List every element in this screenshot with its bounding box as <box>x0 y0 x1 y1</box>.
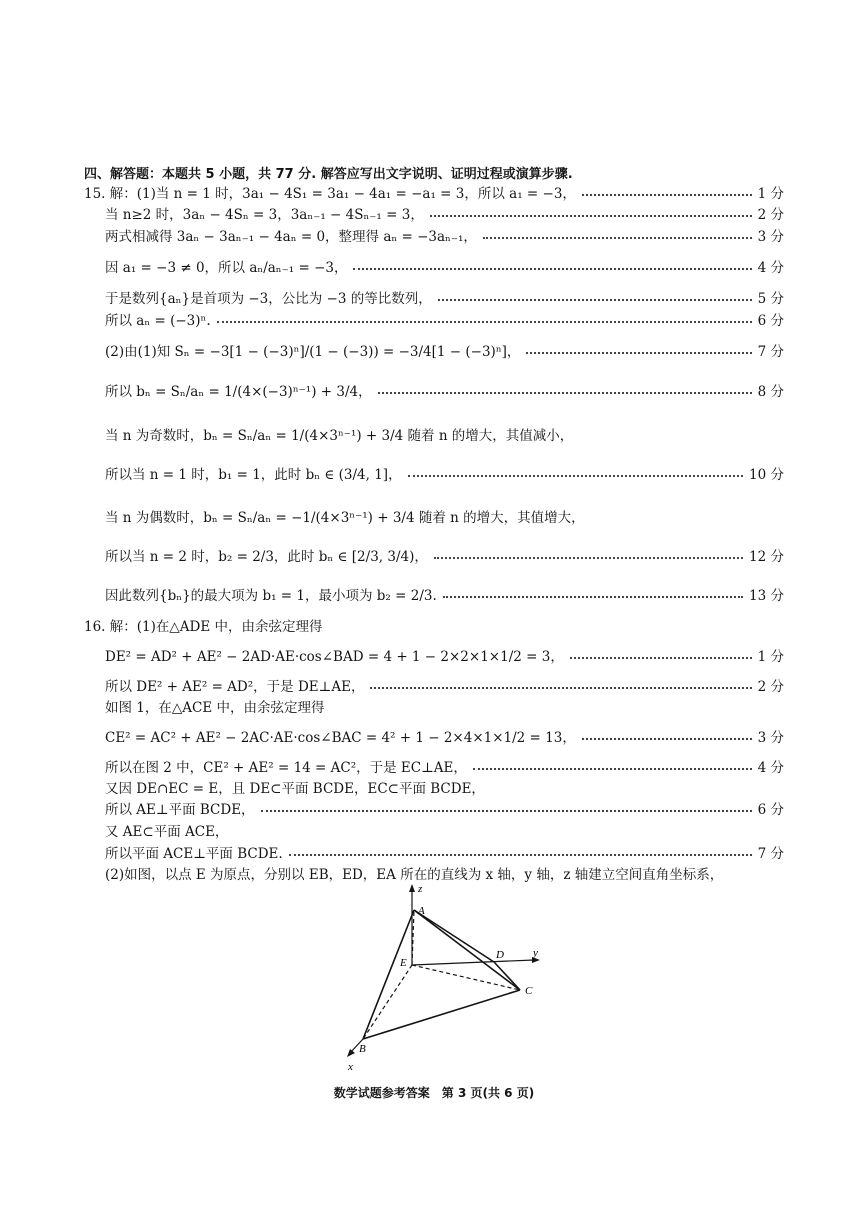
score-label: 10 分 <box>749 467 784 483</box>
dot-leader <box>378 392 752 394</box>
dot-leader <box>434 557 743 559</box>
edge-BC <box>363 990 520 1039</box>
score-label: 1 分 <box>757 649 784 665</box>
line-text: 所以 DE² + AE² = AD²，于是 DE⊥AE， <box>105 679 365 695</box>
line-text: 又因 DE∩EC = E，且 DE⊂平面 BCDE，EC⊂平面 BCDE， <box>105 781 485 797</box>
answer-line <box>105 821 784 839</box>
score-label: 7 分 <box>757 846 784 862</box>
line-text: 当 n 为奇数时，bₙ = Sₙ/aₙ = 1/(4×3ⁿ⁻¹) + 3/4 随着 n 的增大，其值减小， <box>105 428 574 444</box>
label-B: B <box>359 1043 366 1055</box>
dot-leader <box>289 854 752 856</box>
score-label: 7 分 <box>757 344 784 360</box>
dot-leader <box>408 475 743 477</box>
dot-leader <box>370 687 751 689</box>
label-E: E <box>400 957 407 969</box>
answer-line <box>105 257 784 275</box>
dot-leader <box>483 237 752 239</box>
dot-leader <box>443 596 743 598</box>
answer-line <box>105 676 784 694</box>
dot-leader <box>473 768 752 770</box>
answer-line <box>105 507 784 525</box>
edge-AD <box>414 910 494 962</box>
answer-line <box>105 425 784 443</box>
dot-leader <box>526 352 751 354</box>
answer-line <box>105 204 784 222</box>
dot-leader <box>582 194 752 196</box>
line-text: CE² = AC² + AE² − 2AC·AE·cos∠BAC = 4² + 1 − 2×4×1×1/2 = 13， <box>105 730 576 746</box>
line-text: 两式相减得 3aₙ − 3aₙ₋₁ − 4aₙ = 0，整理得 aₙ = −3aₙ₋₁， <box>105 229 477 245</box>
answer-line <box>84 616 784 634</box>
line-text: 16. 解：(1)在△ADE 中，由余弦定理得 <box>84 619 323 635</box>
line-text: 所以在图 2 中，CE² + AE² = 14 = AC²，于是 EC⊥AE， <box>105 760 467 776</box>
answer-line <box>105 727 784 745</box>
score-label: 2 分 <box>757 679 784 695</box>
score-label: 4 分 <box>757 760 784 776</box>
edge-DC <box>494 962 520 990</box>
dot-leader <box>217 321 752 323</box>
score-label: 3 分 <box>757 730 784 746</box>
line-text: 于是数列{aₙ}是首项为 −3，公比为 −3 的等比数列， <box>105 291 432 307</box>
label-D: D <box>496 949 504 961</box>
answer-line <box>105 546 784 564</box>
score-label: 8 分 <box>757 384 784 400</box>
dot-leader <box>570 657 752 659</box>
answer-line <box>105 288 784 306</box>
score-label: 12 分 <box>749 549 784 565</box>
score-label: 6 分 <box>757 802 784 818</box>
answer-line <box>105 310 784 328</box>
y-axis <box>412 960 534 965</box>
dot-leader <box>438 299 752 301</box>
score-label: 2 分 <box>757 207 784 223</box>
answer-line <box>105 585 784 603</box>
line-text: 因 a₁ = −3 ≠ 0，所以 aₙ/aₙ₋₁ = −3， <box>105 260 348 276</box>
edge-AB <box>363 910 414 1039</box>
line-text: 所以当 n = 1 时，b₁ = 1，此时 bₙ ∈ (3/4, 1]， <box>105 467 402 483</box>
answer-line <box>105 646 784 664</box>
score-label: 4 分 <box>757 260 784 276</box>
line-text: 当 n 为偶数时，bₙ = Sₙ/aₙ = −1/(4×3ⁿ⁻¹) + 3/4 随着 n 的增大，其值增大， <box>105 510 585 526</box>
label-y: y <box>533 947 538 959</box>
score-label: 6 分 <box>757 313 784 329</box>
line-text: 如图 1，在△ACE 中，由余弦定理得 <box>105 700 325 716</box>
answer-line <box>105 341 784 359</box>
section-heading-text: 四、解答题：本题共 5 小题，共 77 分. 解答应写出文字说明、证明过程或演算步骤. <box>84 166 573 182</box>
label-x: x <box>348 1061 353 1073</box>
score-label: 5 分 <box>757 291 784 307</box>
answer-line <box>105 226 784 244</box>
answer-line <box>105 778 784 796</box>
score-label: 1 分 <box>757 186 784 202</box>
z-axis-arrow <box>409 884 415 892</box>
answer-line <box>105 697 784 715</box>
score-label: 3 分 <box>757 229 784 245</box>
line-text: 因此数列{bₙ}的最大项为 b₁ = 1，最小项为 b₂ = 2/3. <box>105 588 437 604</box>
dot-leader <box>582 738 752 740</box>
label-C: C <box>525 985 533 997</box>
line-text: (2)如图，以点 E 为原点，分别以 EB，ED，EA 所在的直线为 x 轴，y 轴，z 轴建立空间直角坐标系， <box>105 867 724 883</box>
line-text: 又 AE⊂平面 ACE， <box>105 824 229 840</box>
answer-line <box>105 381 784 399</box>
dot-leader <box>430 215 752 217</box>
x-axis-arrow <box>347 1049 355 1057</box>
line-text: DE² = AD² + AE² − 2AD·AE·cos∠BAD = 4 + 1 − 2×2×1×1/2 = 3， <box>105 649 564 665</box>
coordinate-figure <box>330 880 560 1075</box>
dot-leader <box>353 268 751 270</box>
answer-line <box>105 464 784 482</box>
dot-leader <box>261 810 752 812</box>
answer-line <box>105 757 784 775</box>
line-text: 所以 AE⊥平面 BCDE， <box>105 802 255 818</box>
page-footer: 数学试题参考答案 第 3 页(共 6 页) <box>333 1086 535 1100</box>
line-text: (2)由(1)知 Sₙ = −3[1 − (−3)ⁿ]/(1 − (−3)) = −3/4[1 − (−3)ⁿ]， <box>105 344 521 360</box>
line-text: 所以 aₙ = (−3)ⁿ. <box>105 313 211 329</box>
line-text: 当 n≥2 时，3aₙ − 4Sₙ = 3，3aₙ₋₁ − 4Sₙ₋₁ = 3， <box>105 207 424 223</box>
score-label: 13 分 <box>749 588 784 604</box>
line-text: 所以平面 ACE⊥平面 BCDE. <box>105 846 283 862</box>
label-z: z <box>418 883 423 895</box>
label-A: A <box>418 905 425 917</box>
line-text: 15. 解：(1)当 n = 1 时，3a₁ − 4S₁ = 3a₁ − 4a₁ = −a₁ = 3，所以 a₁ = −3， <box>84 186 576 202</box>
line-text: 所以当 n = 2 时，b₂ = 2/3，此时 bₙ ∈ [2/3, 3/4)， <box>105 549 428 565</box>
section-heading <box>84 163 784 181</box>
answer-line <box>105 843 784 861</box>
line-text: 所以 bₙ = Sₙ/aₙ = 1/(4×(−3)ⁿ⁻¹) + 3/4， <box>105 384 372 400</box>
answer-line <box>84 183 784 201</box>
answer-line <box>105 799 784 817</box>
